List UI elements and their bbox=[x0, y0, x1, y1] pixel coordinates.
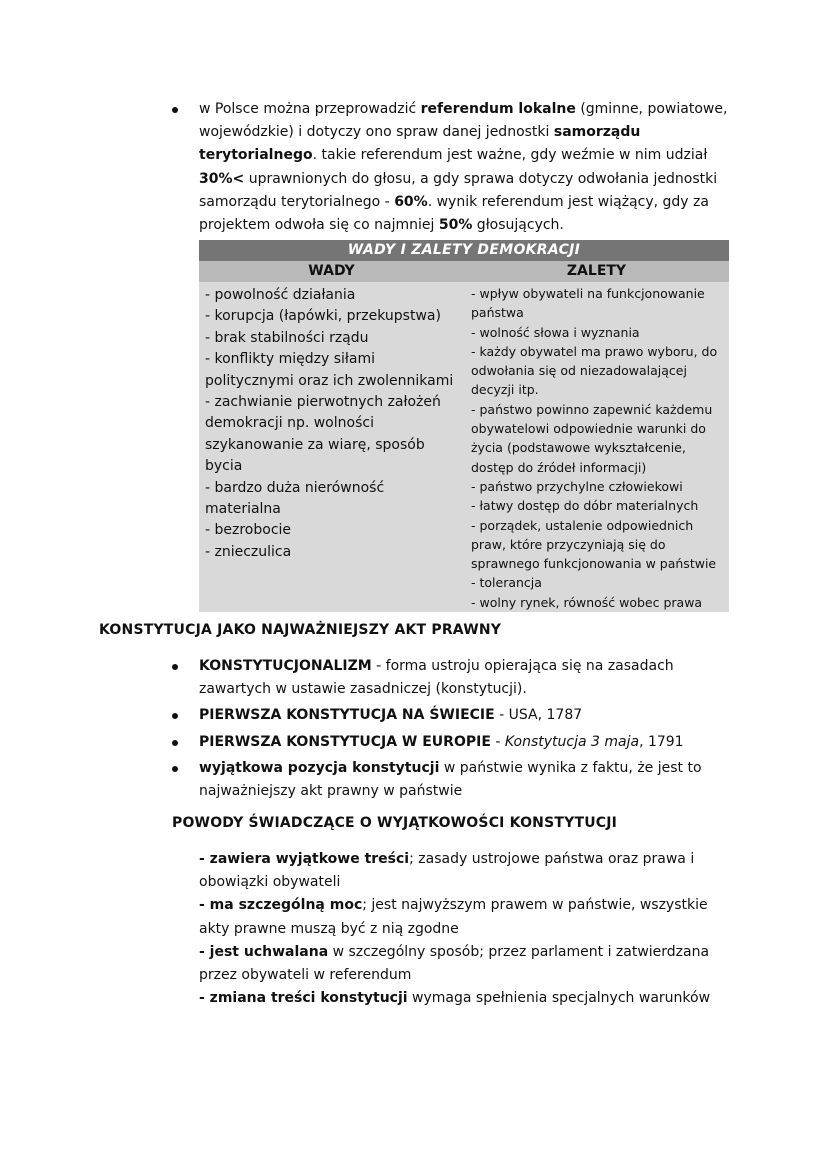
bullet-dot bbox=[172, 107, 178, 113]
reason-item bbox=[199, 894, 739, 940]
zalety-item: - każdy obywatel ma prawo wyboru, do odwołania się od niezadowalającej decyzji itp. bbox=[471, 343, 718, 398]
wady-item: - brak stabilności rządu bbox=[205, 329, 369, 346]
bold-run: 60% bbox=[394, 193, 428, 210]
zalety-column bbox=[471, 284, 729, 612]
wady-item: - bezrobocie bbox=[205, 522, 292, 539]
table-title: WADY I ZALETY DEMOKRACJI bbox=[199, 240, 729, 261]
text-run: głosujących. bbox=[472, 217, 564, 234]
wady-item: - bardzo duża nierówność materialna bbox=[205, 479, 385, 518]
italic-run: Konstytucja 3 maja bbox=[504, 733, 640, 750]
text-run: wymaga spełnienia specjalnych warunków bbox=[407, 990, 711, 1007]
bold-run: KONSTYTUCJONALIZM bbox=[199, 658, 372, 674]
bold-run: PIERWSZA KONSTYTUCJA W EUROPIE bbox=[199, 733, 491, 750]
zalety-item: - wpływ obywateli na funkcjonowanie państwa bbox=[471, 286, 705, 321]
bullet-dot bbox=[172, 766, 178, 772]
bold-run: samorządu terytorialnego bbox=[199, 124, 641, 164]
zalety-item: - państwo powinno zapewnić każdemu obywatelowi odpowiednie warunki do życia (podstawowe wykształcenie, dostęp do źródeł informacji) bbox=[471, 401, 713, 475]
text-run: . takie referendum jest ważne, gdy weźmie w nim udział bbox=[312, 147, 708, 164]
text-run: ; jest najwyższym prawem w państwie, wszystkie akty prawne muszą być z nią zgodne bbox=[199, 897, 708, 937]
text-run: - USA, 1787 bbox=[494, 707, 583, 724]
zalety-item: - wolny rynek, równość wobec prawa bbox=[471, 594, 703, 610]
bold-run: 30%< bbox=[199, 170, 245, 187]
bold-run: - ma szczególną moc bbox=[199, 897, 363, 914]
bullet-dot bbox=[172, 740, 178, 746]
bold-run: - jest uchwalana bbox=[199, 943, 329, 960]
referendum-paragraph bbox=[199, 98, 732, 237]
table-body bbox=[199, 282, 729, 612]
reasons-list bbox=[199, 848, 739, 1010]
text-run: (gminne, powiatowe, wojewódzkie) i dotyczy ono spraw danej jednostki bbox=[199, 101, 728, 141]
bold-run: wyjątkowa pozycja konstytucji bbox=[199, 759, 440, 776]
zalety-item: - państwo przychylne człowiekowi bbox=[471, 478, 683, 494]
text-run: uprawnionych do głosu, a gdy sprawa dotyczy odwołania jednostki samorządu terytorialnego - bbox=[199, 170, 718, 210]
list-item bbox=[172, 655, 732, 701]
zalety-item: - wolność słowa i wyznania bbox=[471, 324, 640, 340]
constitution-bullet-list bbox=[172, 655, 732, 806]
reason-item bbox=[199, 941, 739, 987]
bullet-dot bbox=[172, 713, 178, 719]
text-run: , 1791 bbox=[639, 733, 684, 750]
democracy-table bbox=[199, 240, 729, 612]
zalety-item: - porządek, ustalenie odpowiednich praw, które przyczyniają się do sprawnego funkcjonowania w państwie bbox=[471, 517, 717, 572]
wady-column bbox=[205, 285, 463, 563]
wady-item: - powolność działania bbox=[205, 287, 356, 303]
zalety-item: - tolerancja bbox=[471, 575, 542, 591]
reason-item bbox=[199, 987, 739, 1010]
wady-item: - zachwianie pierwotnych założeń demokracji np. wolności szykanowanie za wiarę, sposób bycia bbox=[205, 394, 441, 475]
zalety-item: - łatwy dostęp do dóbr materialnych bbox=[471, 498, 699, 514]
text-run: w państwie wynika z faktu, że jest to najważniejszy akt prawny w państwie bbox=[199, 759, 702, 800]
header-zalety: ZALETY bbox=[566, 263, 627, 279]
text-run: - bbox=[490, 733, 505, 750]
wady-item: - znieczulica bbox=[205, 543, 292, 560]
referendum-bullet bbox=[172, 98, 732, 237]
bold-run: - zawiera wyjątkowe treści bbox=[199, 851, 410, 867]
list-item bbox=[172, 757, 732, 803]
bullet-dot bbox=[172, 664, 178, 670]
wady-item: - konflikty między siłami politycznymi oraz ich zwolennikami bbox=[205, 351, 454, 389]
list-item bbox=[172, 731, 732, 754]
bold-run: PIERWSZA KONSTYTUCJA NA ŚWIECIE bbox=[199, 707, 495, 724]
text-run: w szczególny sposób; przez parlament i zatwierdzana przez obywateli w referendum bbox=[199, 943, 710, 984]
text-run: ; zasady ustrojowe państwa oraz prawa i obowiązki obywateli bbox=[199, 851, 695, 891]
header-wady: WADY bbox=[308, 263, 355, 279]
subsection-heading: POWODY ŚWIADCZĄCE O WYJĄTKOWOŚCI KONSTYTUCJI bbox=[172, 815, 618, 831]
text-run: w Polsce można przeprowadzić bbox=[199, 101, 421, 117]
table-header-row bbox=[199, 261, 729, 282]
text-run: - forma ustroju opierająca się na zasadach zawartych w ustawie zasadniczej (konstytucji). bbox=[199, 658, 674, 698]
wady-item: - korupcja (łapówki, przekupstwa) bbox=[205, 308, 441, 325]
bold-run: referendum lokalne bbox=[420, 101, 576, 117]
reason-item bbox=[199, 848, 739, 894]
text-run: . wynik referendum jest wiążący, gdy za projektem odwoła się co najmniej bbox=[199, 193, 709, 234]
list-item bbox=[172, 704, 732, 727]
bold-run: 50% bbox=[438, 217, 473, 234]
section-heading: KONSTYTUCJA JAKO NAJWAŻNIEJSZY AKT PRAWNY bbox=[99, 622, 502, 638]
bold-run: - zmiana treści konstytucji bbox=[199, 990, 408, 1007]
